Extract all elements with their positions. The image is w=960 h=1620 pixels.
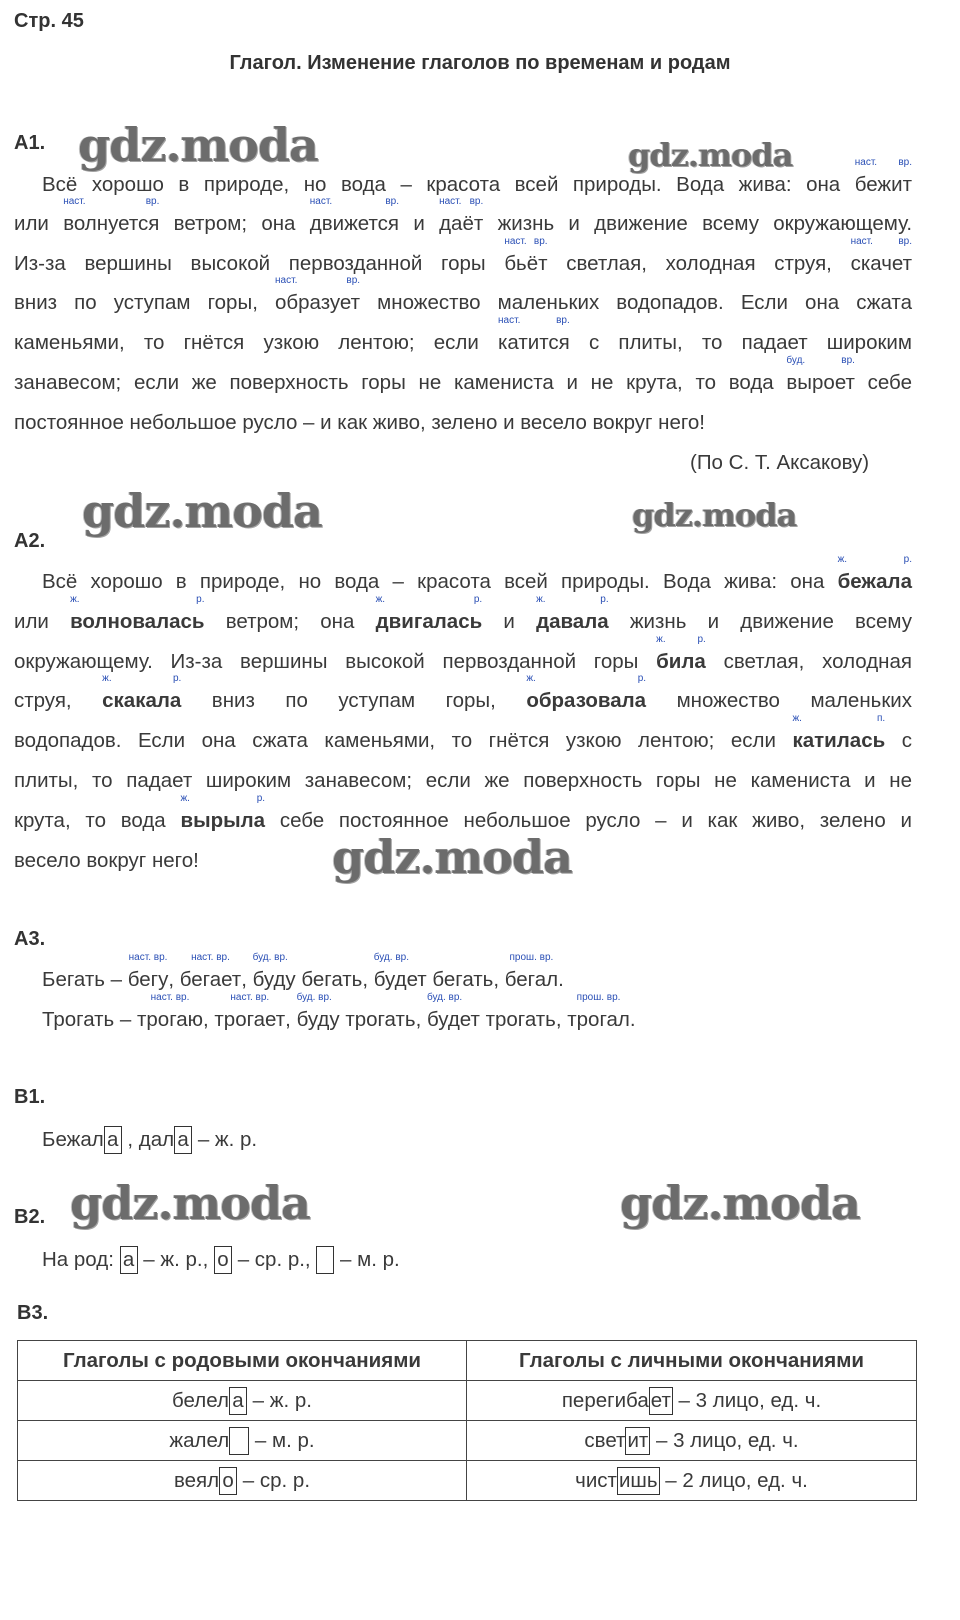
table-cell: белел а – ж. р. xyxy=(18,1381,467,1421)
verb: ж. р. била xyxy=(656,634,706,673)
grammar-tag: наст. вр. xyxy=(191,952,230,963)
ending-box: ит xyxy=(625,1427,650,1455)
verb: наст. вр. бегу xyxy=(127,952,169,991)
text-line: струя, ж. р. скакала вниз по уступам горы, ж. р. образовала множество маленьких xyxy=(14,673,912,712)
grammar-tag: наст. вр. xyxy=(309,196,400,207)
table-cell: жалел – м. р. xyxy=(18,1421,467,1461)
ending-box: ишь xyxy=(617,1467,660,1495)
grammar-tag: наст. вр. xyxy=(504,236,548,247)
watermark-logo: gdz.moda xyxy=(70,1176,310,1230)
grammar-tag: ж. р. xyxy=(70,594,205,605)
watermark-logo: gdz.moda xyxy=(82,484,322,538)
ending-box xyxy=(316,1246,334,1274)
answer-line: Бежал а , дал а – ж. р. xyxy=(42,1126,257,1154)
section-label-b3: В3. xyxy=(17,1302,49,1324)
section-label-b1: В1. xyxy=(14,1086,46,1108)
grammar-tag: наст. вр. xyxy=(854,157,912,168)
verb: наст. вр. трогаю xyxy=(137,992,204,1031)
grammar-tag: наст. вр. xyxy=(230,992,270,1003)
verb-forms-row: Бегать – наст. вр. бегу, наст. вр. бегает, буд. вр. буду бегать, буд. вр. будет бегать, прош. вр. бегал. xyxy=(42,952,564,991)
column-header: Глаголы с родовыми окончаниями xyxy=(18,1341,467,1381)
grammar-tag: буд. вр. xyxy=(786,355,855,366)
verb-forms-row: Трогать – наст. вр. трогаю, наст. вр. трогает, буд. вр. буду трогать, буд. вр. будет трогать, прош. вр. трогал. xyxy=(42,992,636,1031)
verb: ж. р. скакала xyxy=(102,673,182,712)
text-line: вниз по уступам горы, наст. вр. образует множество маленьких водопадов. Если она сжата xyxy=(14,275,912,314)
verb: наст. вр. движется xyxy=(309,196,400,235)
text-line: занавесом; если же поверхность горы не камениста и не крута, то вода буд. вр. выроет себе xyxy=(14,355,912,394)
ending-box: о xyxy=(214,1246,232,1274)
text-line: Всё хорошо в природе, но вода – красота всей природы. Вода жива: она наст. вр. бежит xyxy=(42,157,912,196)
page-number: Стр. 45 xyxy=(14,10,84,32)
text-line: водопадов. Если она сжата каменьями, то гнётся узкою лентою; если ж. п. катилась с xyxy=(14,713,912,752)
grammar-tag: ж. р. xyxy=(837,554,912,565)
text-line: весело вокруг него! xyxy=(14,849,199,872)
table-cell: светит – 3 лицо, ед. ч. xyxy=(467,1421,917,1461)
ending-box xyxy=(229,1427,249,1455)
verb: буд. вр. будет бегать xyxy=(373,952,494,991)
verb: буд. вр. буду бегать xyxy=(252,952,363,991)
verb: наст. вр. образует xyxy=(275,275,361,314)
table-cell: перегибает – 3 лицо, ед. ч. xyxy=(467,1381,917,1421)
ending-box: а xyxy=(120,1246,138,1274)
verb: наст. вр. скачет xyxy=(850,236,912,275)
page-title: Глагол. Изменение глаголов по временам и родам xyxy=(229,52,731,74)
verb: наст. вр. бегает xyxy=(179,952,242,991)
grammar-tag: ж. р. xyxy=(526,673,647,684)
verb: прош. вр. трогал xyxy=(567,992,630,1031)
section-label-a3: А3. xyxy=(14,928,46,950)
verb: наст. вр. бьёт xyxy=(504,236,548,275)
column-header: Глаголы с личными окончаниями xyxy=(467,1341,917,1381)
grammar-tag: прош. вр. xyxy=(576,992,621,1003)
grammar-tag: ж. р. xyxy=(375,594,483,605)
table-row xyxy=(18,1421,917,1461)
text-line: или ж. р. волновалась ветром; она ж. р. двигалась и ж. р. давала жизнь и движение всему xyxy=(14,594,912,633)
watermark-logo: gdz.moda xyxy=(620,1176,860,1230)
watermark-logo: gdz.moda xyxy=(628,136,793,174)
verbs-table xyxy=(17,1340,917,1501)
watermark-logo: gdz.moda xyxy=(332,830,572,884)
text-line: окружающему. Из-за вершины высокой первозданной горы ж. р. била светлая, холодная xyxy=(14,634,912,673)
verb: ж. п. катилась xyxy=(792,713,886,752)
verb: наст. вр. трогает xyxy=(214,992,286,1031)
verb: ж. р. давала xyxy=(536,594,609,633)
watermark-logo: gdz.moda xyxy=(632,496,797,534)
ending-box: о xyxy=(219,1467,237,1495)
verb: ж. р. образовала xyxy=(526,673,647,712)
table-cell: веял о – ср. р. xyxy=(18,1461,467,1501)
section-label-b2: В2. xyxy=(14,1206,46,1228)
source-attribution: (По С. Т. Аксакову) xyxy=(690,451,870,474)
section-label-a1: А1. xyxy=(14,132,46,154)
grammar-tag: буд. вр. xyxy=(373,952,409,963)
text-line: плиты, то падает широким занавесом; если же поверхность горы не камениста и не xyxy=(14,769,912,792)
text-line: или наст. вр. волнуется ветром; она наст. вр. движется и наст. вр. даёт жизнь и движение всему окружающему. xyxy=(14,196,913,235)
verb: наст. вр. бежит xyxy=(854,157,912,196)
grammar-tag: ж. р. xyxy=(102,673,182,684)
answer-line: На род: а – ж. р., о – ср. р., – м. р. xyxy=(42,1246,400,1274)
ending-box: а xyxy=(174,1126,192,1154)
grammar-tag: буд. вр. xyxy=(252,952,288,963)
grammar-tag: буд. вр. xyxy=(296,992,332,1003)
ending-box: а xyxy=(104,1126,122,1154)
verb: наст. вр. волнуется xyxy=(63,196,160,235)
grammar-tag: наст. вр. xyxy=(275,275,361,286)
grammar-tag: наст. вр. xyxy=(439,196,484,207)
section-label-a2: А2. xyxy=(14,530,46,552)
ending-box: ет xyxy=(649,1387,673,1415)
grammar-tag: ж. п. xyxy=(792,713,886,724)
verb: буд. вр. будет трогать xyxy=(426,992,556,1031)
verb: ж. р. бежала xyxy=(837,554,912,593)
verb: ж. р. двигалась xyxy=(375,594,483,633)
table-header-row xyxy=(18,1341,917,1381)
text-line: постоянное небольшое русло – и как живо, зелено и весело вокруг него! xyxy=(14,411,706,434)
table-row xyxy=(18,1461,917,1501)
grammar-tag: наст. вр. xyxy=(150,992,190,1003)
grammar-tag: наст. вр. xyxy=(63,196,160,207)
ending-box: а xyxy=(229,1387,247,1415)
verb: ж. р. волновалась xyxy=(70,594,205,633)
grammar-tag: ж. р. xyxy=(180,793,266,804)
verb: ж. р. вырыла xyxy=(180,793,266,832)
verb: буд. вр. буду трогать xyxy=(296,992,416,1031)
table-row xyxy=(18,1381,917,1421)
grammar-tag: буд. вр. xyxy=(426,992,463,1003)
text-line: каменьями, то гнётся узкою лентою; если наст. вр. катится с плиты, то падает широким xyxy=(14,315,912,354)
grammar-tag: наст. вр. xyxy=(128,952,168,963)
text-line: Из-за вершины высокой первозданной горы наст. вр. бьёт светлая, холодная струя, наст. вр. скачет xyxy=(14,236,912,275)
grammar-tag: ж. р. xyxy=(536,594,609,605)
verb: наст. вр. даёт xyxy=(439,196,484,235)
verb: прош. вр. бегал xyxy=(504,952,559,991)
text-line: Всё хорошо в природе, но вода – красота всей природы. Вода жива: она ж. р. бежала xyxy=(42,554,912,593)
verb: наст. вр. катится xyxy=(498,315,570,354)
text-line: крута, то вода ж. р. вырыла себе постоянное небольшое русло – и как живо, зелено и xyxy=(14,793,912,832)
verb: буд. вр. выроет xyxy=(786,355,855,394)
grammar-tag: прош. вр. xyxy=(509,952,554,963)
grammar-tag: наст. вр. xyxy=(850,236,912,247)
grammar-tag: наст. вр. xyxy=(498,315,570,326)
grammar-tag: ж. р. xyxy=(656,634,706,645)
table-cell: чистишь – 2 лицо, ед. ч. xyxy=(467,1461,917,1501)
watermark-logo: gdz.moda xyxy=(78,118,318,172)
